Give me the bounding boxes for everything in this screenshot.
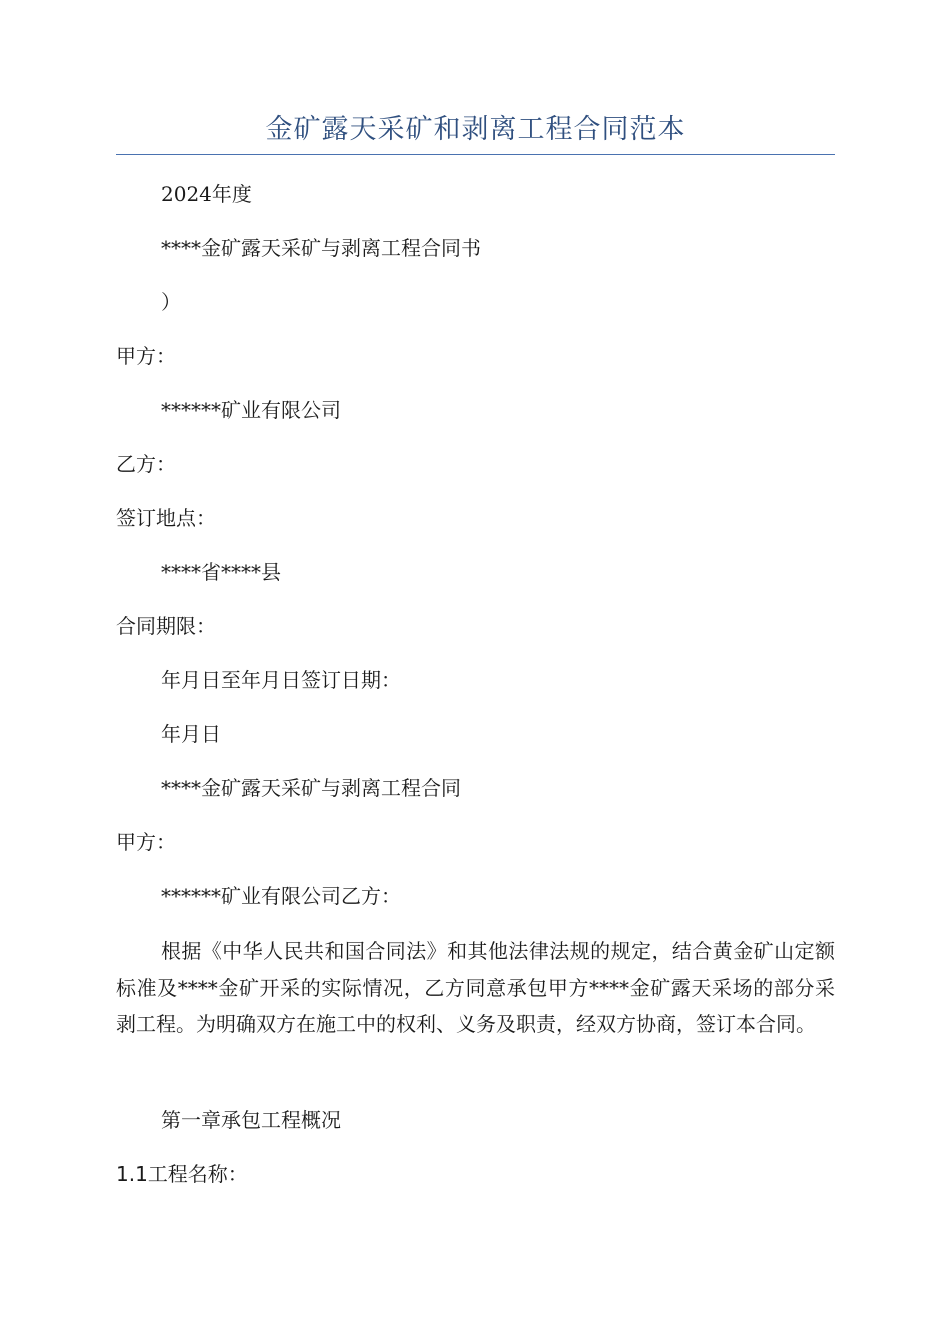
intro-paragraph: 根据《中华人民共和国合同法》和其他法律法规的规定，结合黄金矿山定额标准及****金矿开采的实际情况，乙方同意承包甲方****金矿露天采场的部分采剥工程。为明确双方在施工中的权利、义务及职责，经双方协商，签订本合同。 [116,939,835,1036]
signing-date-value: 年月日 [161,722,221,746]
year-line: 2024年度 [161,182,252,206]
closing-bracket: ） [161,290,181,314]
document-title: 金矿露天采矿和剥离工程合同范本 [265,114,686,145]
contract-book-title: ****金矿露天采矿与剥离工程合同书 [161,236,481,260]
party-a-label: 甲方： [116,344,176,368]
party-a-name: ******矿业有限公司 [161,398,341,422]
title-underline [116,154,835,155]
section-heading [116,1161,248,1187]
contract-term-label: 合同期限： [116,614,216,638]
chapter-heading: 第一章承包工程概况 [161,1108,341,1132]
contract-title: ****金矿露天采矿与剥离工程合同 [161,776,461,800]
party-b-label: 乙方： [116,452,176,476]
section-label: 工程名称： [147,1162,248,1186]
signing-place-value: ****省****县 [161,560,281,584]
party-a-label-2: 甲方： [116,830,176,854]
signing-place-label: 签订地点： [116,506,216,530]
section-number: 1.1 [116,1162,148,1186]
contract-term-value: 年月日至年月日签订日期： [161,668,401,692]
party-a-name-2: ******矿业有限公司乙方： [161,884,401,908]
